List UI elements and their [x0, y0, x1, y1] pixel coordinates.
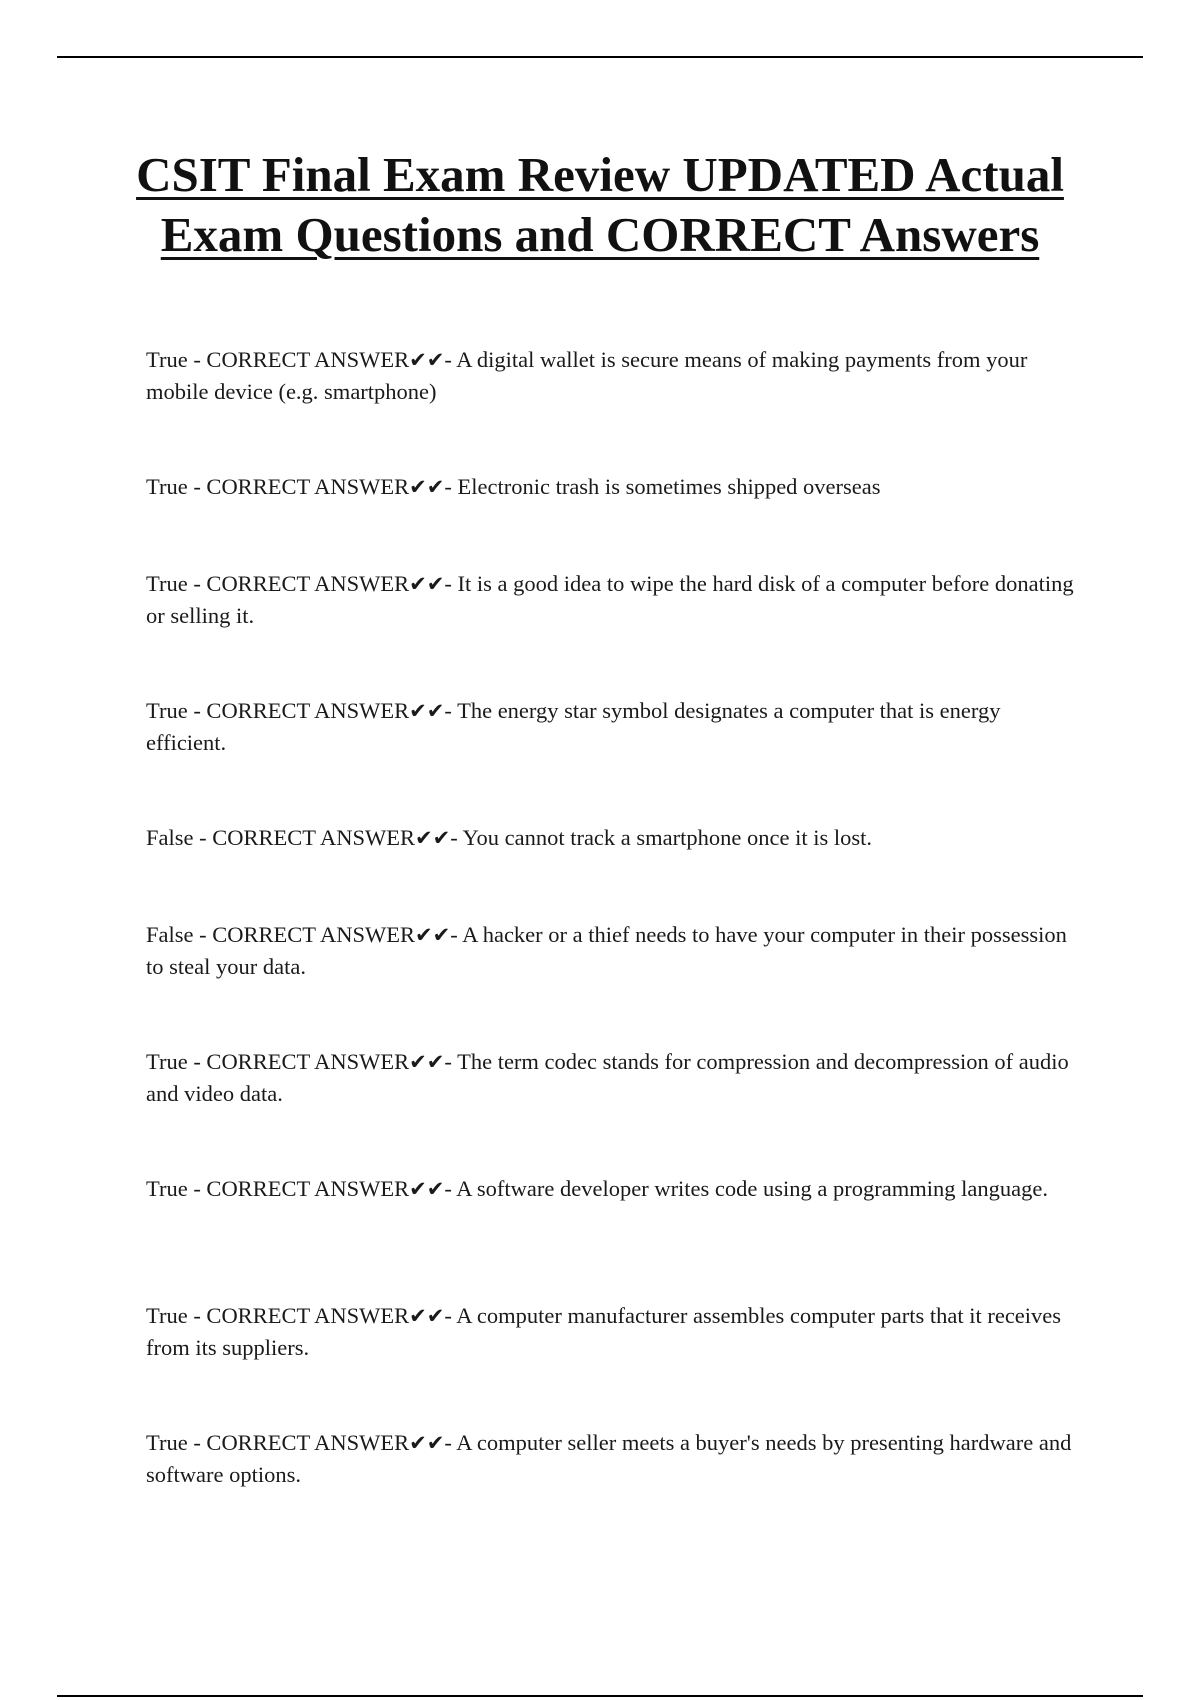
double-check-icon: ✔✔ — [409, 1177, 445, 1201]
header-rule — [57, 56, 1143, 58]
double-check-icon: ✔✔ — [409, 475, 445, 499]
double-check-icon: ✔✔ — [409, 1431, 445, 1455]
double-check-icon: ✔✔ — [409, 1304, 445, 1328]
double-check-icon: ✔✔ — [414, 826, 451, 850]
qa-item: True - CORRECT ANSWER✔✔- A computer seller meets a buyer's needs by presenting hardware and software options. — [146, 1430, 1072, 1487]
answer-label: True — [146, 347, 188, 372]
double-check-icon: ✔✔ — [414, 923, 451, 947]
qa-item: True - CORRECT ANSWER✔✔- Electronic trash is sometimes shipped overseas — [146, 474, 881, 499]
question-text: A digital wallet is secure means of making payments from your mobile device (e.g. smartphone) — [146, 347, 1028, 404]
answer-label: True — [146, 474, 188, 499]
qa-item: True - CORRECT ANSWER✔✔- It is a good idea to wipe the hard disk of a computer before donating or selling it. — [146, 571, 1074, 628]
question-text: A software developer writes code using a programming language. — [456, 1176, 1048, 1201]
answer-label: True — [146, 698, 188, 723]
double-check-icon: ✔✔ — [409, 572, 445, 596]
qa-item: False - CORRECT ANSWER✔✔- A hacker or a thief needs to have your computer in their possession to steal your data. — [146, 922, 1067, 979]
document-title: CSIT Final Exam Review UPDATED Actual Exam Questions and CORRECT Answers — [136, 147, 1064, 262]
double-check-icon: ✔✔ — [409, 348, 445, 372]
answer-label: True — [146, 1176, 188, 1201]
qa-item: True - CORRECT ANSWER✔✔- A digital wallet is secure means of making payments from your mobile device (e.g. smartphone) — [146, 347, 1028, 404]
question-text: A hacker or a thief needs to have your computer in their possession to steal your data. — [146, 922, 1067, 979]
answer-label: False — [146, 825, 194, 850]
answer-label: False — [146, 922, 194, 947]
qa-item: False - CORRECT ANSWER✔✔- You cannot track a smartphone once it is lost. — [146, 825, 872, 850]
footer-rule — [57, 1695, 1143, 1697]
question-text: The term codec stands for compression and decompression of audio and video data. — [146, 1049, 1069, 1106]
qa-item: True - CORRECT ANSWER✔✔- The energy star symbol designates a computer that is energy efficient. — [146, 698, 1001, 755]
question-text: You cannot track a smartphone once it is lost. — [462, 825, 872, 850]
question-text: It is a good idea to wipe the hard disk of a computer before donating or selling it. — [146, 571, 1074, 628]
question-text: Electronic trash is sometimes shipped overseas — [457, 474, 881, 499]
question-text: A computer manufacturer assembles computer parts that it receives from its suppliers. — [146, 1303, 1062, 1360]
double-check-icon: ✔✔ — [409, 699, 445, 723]
question-text: The energy star symbol designates a computer that is energy efficient. — [146, 698, 1001, 755]
double-check-icon: ✔✔ — [409, 1050, 445, 1074]
question-text: A computer seller meets a buyer's needs by presenting hardware and software options. — [146, 1430, 1072, 1487]
answer-label: True — [146, 571, 188, 596]
qa-item: True - CORRECT ANSWER✔✔- A computer manufacturer assembles computer parts that it receives from its suppliers. — [146, 1303, 1062, 1360]
qa-item: True - CORRECT ANSWER✔✔- The term codec stands for compression and decompression of audio and video data. — [146, 1049, 1069, 1106]
answer-label: True — [146, 1303, 188, 1328]
answer-label: True — [146, 1049, 188, 1074]
answer-label: True — [146, 1430, 188, 1455]
qa-item: True - CORRECT ANSWER✔✔- A software developer writes code using a programming language. — [146, 1176, 1048, 1201]
